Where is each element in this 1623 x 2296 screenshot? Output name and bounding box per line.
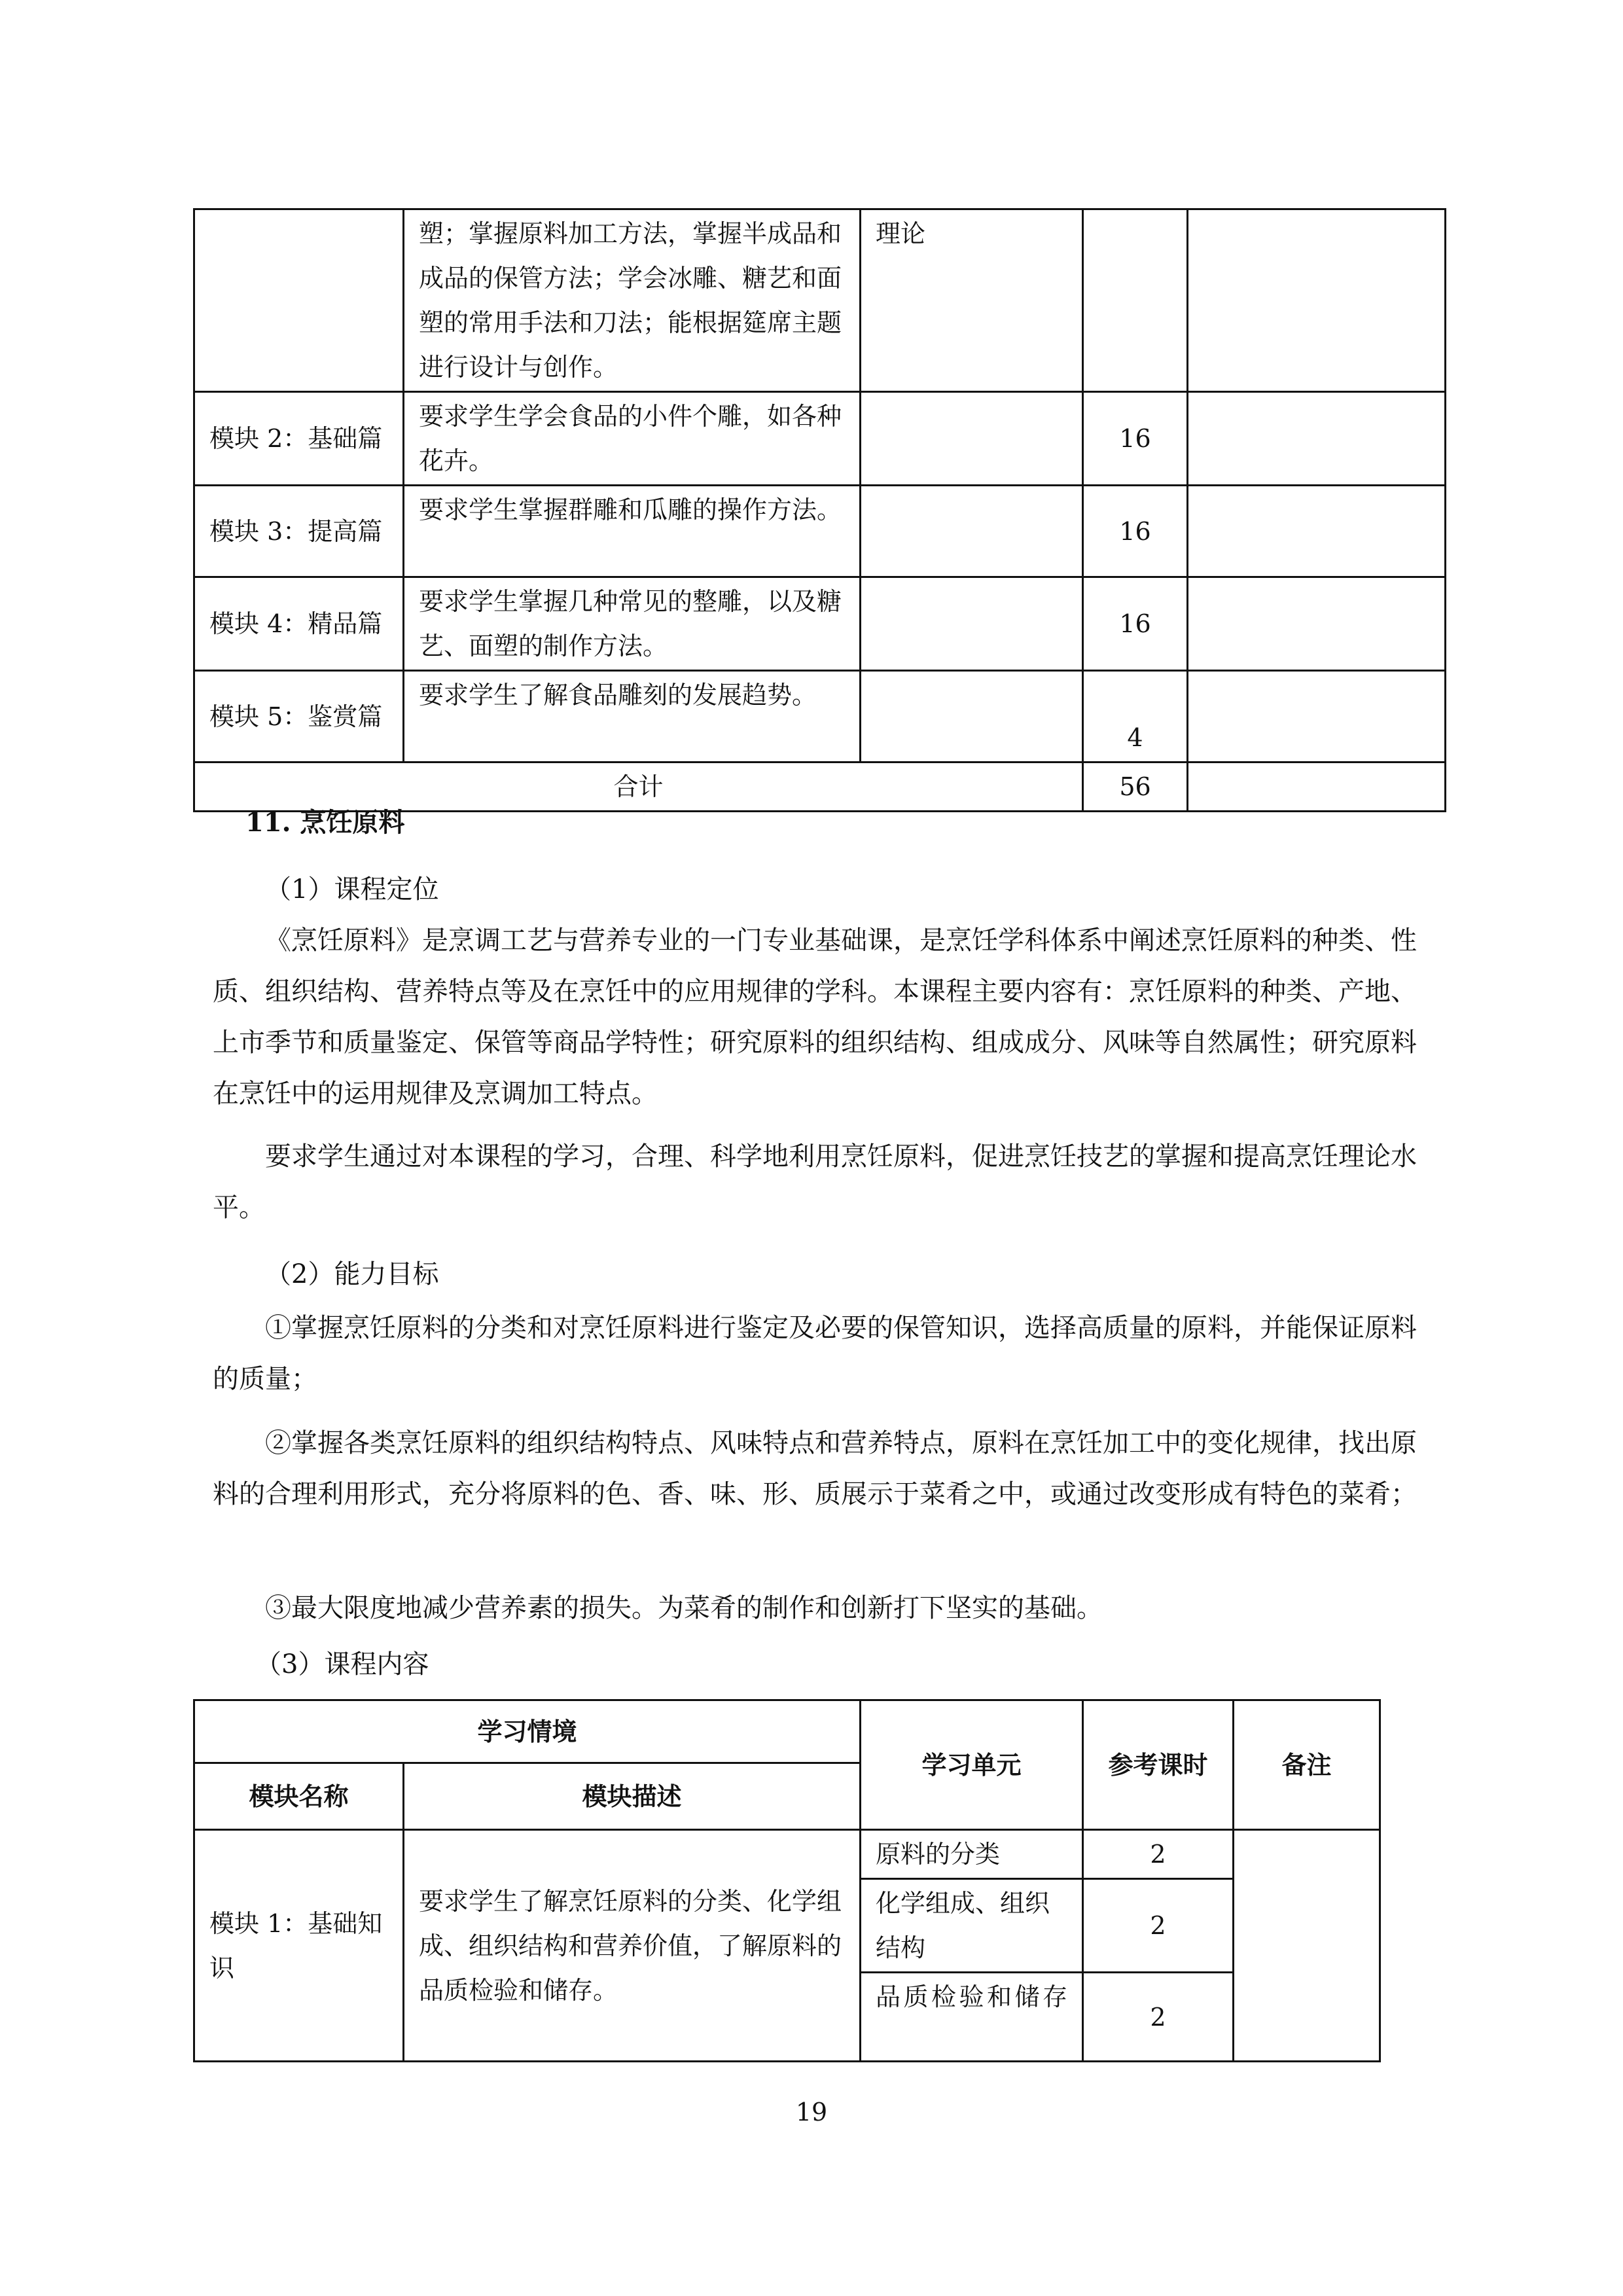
table-row: [194, 1830, 1380, 1879]
ref-hours: 2: [1083, 1879, 1234, 1973]
learning-unit: [861, 577, 1083, 671]
note: [1188, 762, 1446, 812]
module-desc: 要求学生了解食品雕刻的发展趋势。: [404, 671, 861, 762]
table-row: [194, 577, 1446, 671]
ref-hours: 2: [1083, 1973, 1234, 2062]
ref-hours: 16: [1083, 392, 1188, 486]
header-note: 备注: [1234, 1700, 1380, 1830]
module-name: [194, 209, 404, 392]
note: [1188, 392, 1446, 486]
positioning-paragraph-1: 《烹饪原料》是烹调工艺与营养专业的一门专业基础课，是烹饪学科体系中阐述烹饪原料的种类、性质、组织结构、营养特点等及在烹饪中的应用规律的学科。本课程主要内容有：烹饪原料的种类、产地、上市季节和质量鉴定、保管等商品学特性；研究原料的组织结构、组成成分、风味等自然属性；研究原料在烹饪中的运用规律及烹调加工特点。: [213, 925, 1417, 1109]
table-row: [194, 209, 1446, 392]
module-name: 模块 1：基础知识: [194, 1830, 404, 2062]
learning-unit: 理论: [861, 209, 1083, 392]
header-learning-unit: 学习单元: [861, 1700, 1083, 1830]
ref-hours: 16: [1083, 486, 1188, 577]
table-header-row: [194, 1700, 1380, 1763]
course-content-table: [193, 1699, 1381, 2062]
module-name: 模块 4：精品篇: [194, 577, 404, 671]
total-label: 合计: [194, 762, 1083, 812]
content-heading: （3）课程内容: [255, 1649, 429, 1679]
table-row: [194, 392, 1446, 486]
learning-unit: 品质检验和储存: [861, 1973, 1083, 2062]
ability-item-1: ①掌握烹饪原料的分类和对烹饪原料进行鉴定及必要的保管知识，选择高质量的原料，并能保证原料的质量；: [213, 1313, 1417, 1394]
module-desc: 要求学生掌握几种常见的整雕，以及糖艺、面塑的制作方法。: [404, 577, 861, 671]
learning-unit: [861, 392, 1083, 486]
learning-unit: [861, 671, 1083, 762]
ability-item-3: ③最大限度地减少营养素的损失。为菜肴的制作和创新打下坚实的基础。: [265, 1593, 1103, 1623]
section-title: 11. 烹饪原料: [245, 807, 405, 838]
module-name: 模块 2：基础篇: [194, 392, 404, 486]
positioning-paragraph-2: 要求学生通过对本课程的学习，合理、科学地利用烹饪原料，促进烹饪技艺的掌握和提高烹饪理论水平。: [213, 1141, 1417, 1223]
note: [1188, 671, 1446, 762]
course-table-continued: [193, 208, 1446, 812]
ability-heading: （2）能力目标: [265, 1259, 439, 1289]
note: [1234, 1830, 1380, 2062]
header-learning-context: 学习情境: [194, 1700, 861, 1763]
learning-unit: [861, 486, 1083, 577]
module-name: 模块 5：鉴赏篇: [194, 671, 404, 762]
module-name: 模块 3：提高篇: [194, 486, 404, 577]
header-module-name: 模块名称: [194, 1763, 404, 1830]
table-row: [194, 671, 1446, 762]
ref-hours: 16: [1083, 577, 1188, 671]
module-desc: 要求学生掌握群雕和瓜雕的操作方法。: [404, 486, 861, 577]
module-desc: 要求学生了解烹饪原料的分类、化学组成、组织结构和营养价值，了解原料的品质检验和储存。: [404, 1830, 861, 2062]
header-module-desc: 模块描述: [404, 1763, 861, 1830]
header-ref-hours: 参考课时: [1083, 1700, 1234, 1830]
learning-unit: 原料的分类: [861, 1830, 1083, 1879]
note: [1188, 486, 1446, 577]
page-number: 19: [795, 2098, 828, 2126]
note: [1188, 209, 1446, 392]
module-desc: 要求学生学会食品的小件个雕，如各种花卉。: [404, 392, 861, 486]
ability-item-2: ②掌握各类烹饪原料的组织结构特点、风味特点和营养特点，原料在烹饪加工中的变化规律，找出原料的合理利用形式，充分将原料的色、香、味、形、质展示于菜肴之中，或通过改变形成有特色的菜肴；: [213, 1428, 1417, 1509]
positioning-heading: （1）课程定位: [265, 874, 439, 905]
total-hours: 56: [1083, 762, 1188, 812]
note: [1188, 577, 1446, 671]
table-row: [194, 486, 1446, 577]
module-desc: 塑；掌握原料加工方法，掌握半成品和成品的保管方法；学会冰雕、糖艺和面塑的常用手法和刀法；能根据筵席主题进行设计与创作。: [404, 209, 861, 392]
ref-hours: [1083, 209, 1188, 392]
ref-hours: 4: [1083, 671, 1188, 762]
ref-hours: 2: [1083, 1830, 1234, 1879]
learning-unit: 化学组成、组织结构: [861, 1879, 1083, 1973]
